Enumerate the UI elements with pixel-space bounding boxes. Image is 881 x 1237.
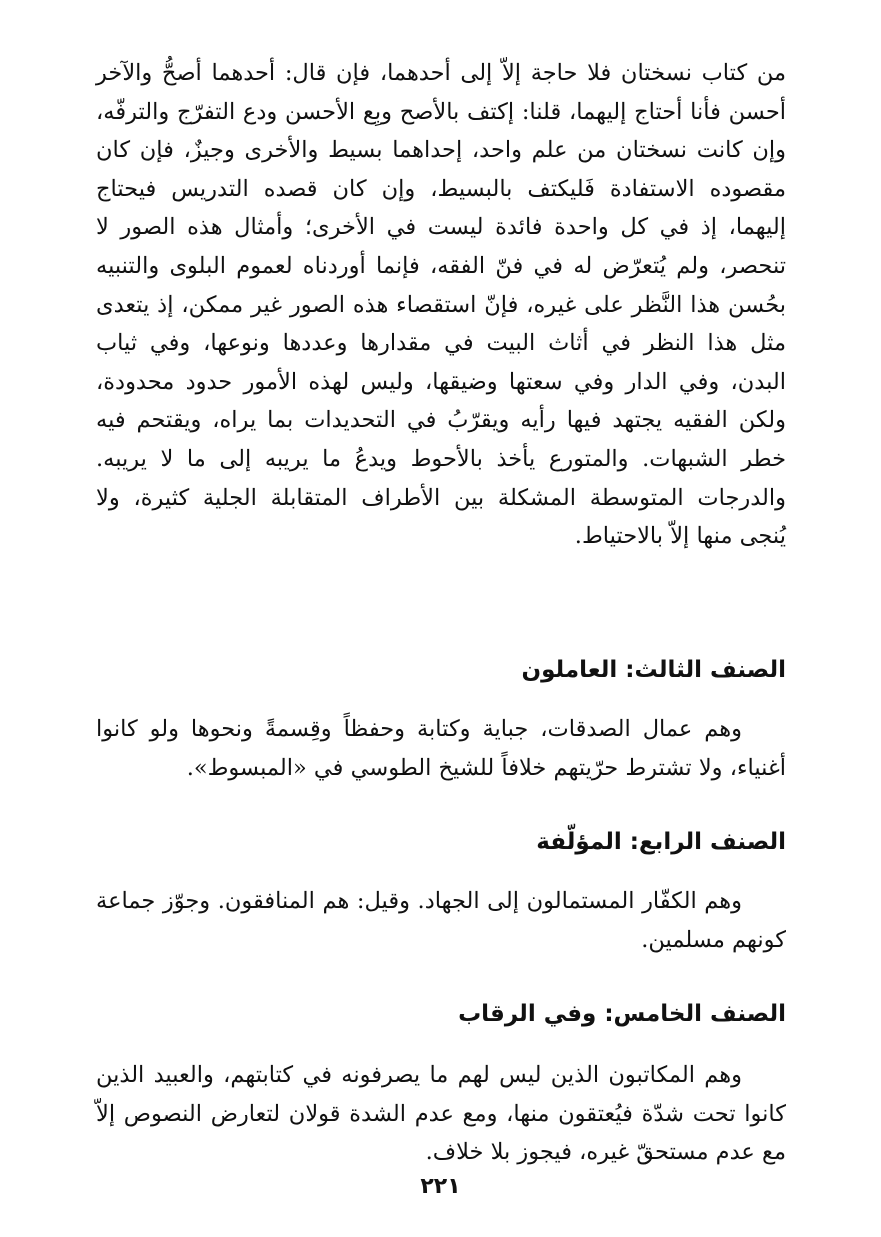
page-number: ٢٢١	[420, 1174, 461, 1199]
paragraph-intro: من كتاب نسختان فلا حاجة إلاّ إلى أحدهما، فإن قال: أحدهما أصحُّ والآخر أحسن فأنا أحتاج إليهما، قلنا: إكتف بالأصح وبِع الأحسن ودع التفرّج والترفّه، وإن كانت نسختان من علم واحد، إحداهما بسيط والأخرى وجيزٌ، فإن كان مقصوده الاستفادة فَليكتف بالبسيط، وإن كان قصده التدريس فيحتاج إليهما، إذ في كل واحدة فائدة ليست في الأخرى؛ وأمثال هذه الصور لا تنحصر، ولم يُتعرّض له في فنّ الفقه، فإنما أوردناه لعموم البلوى والتنبيه بحُسن هذا النَّظر على غيره، فإنّ استقصاء هذه الصور غير ممكن، إذ يتعدى مثل هذا النظر في أثاث البيت في مقدارها وعددها ونوعها، وفي ثياب البدن، وفي الدار وفي سعتها وضيقها، وليس لهذه الأمور حدود محدودة، ولكن الفقيه يجتهد فيها رأيه ويقرّبُ في التحديدات بما يراه، ويقتحم فيه خطر الشبهات. والمتورع يأخذ بالأحوط ويدعُ ما يريبه إلى ما لا يريبه. والدرجات المتوسطة المشكلة بين الأطراف المتقابلة الجلية كثيرة، ولا يُنجى منها إلاّ بالاحتياط.	[96, 60, 786, 550]
paragraph-third-category: وهم عمال الصدقات، جباية وكتابة وحفظاً وقِسمةً ونحوها ولو كانوا أغنياء، ولا تشترط حرّيتهم خلافاً للشيخ الطوسي في «المبسوط».	[96, 716, 786, 781]
heading-fifth-category: الصنف الخامس: وفي الرقاب	[458, 1001, 786, 1027]
paragraph-fifth-category: وهم المكاتبون الذين ليس لهم ما يصرفونه في كتابتهم، والعبيد الذين كانوا تحت شدّة فيُعتقون منها، ومع عدم الشدة قولان لتعارض النصوص إلاّ مع عدم مستحقّ غيره، فيجوز بلا خلاف.	[96, 1062, 786, 1166]
paragraph-fourth-category: وهم الكفّار المستمالون إلى الجهاد. وقيل: هم المنافقون. وجوّز جماعة كونهم مسلمين.	[96, 888, 786, 953]
heading-fourth-category: الصنف الرابع: المؤلّفة	[536, 829, 786, 855]
heading-third-category: الصنف الثالث: العاملون	[521, 657, 786, 683]
